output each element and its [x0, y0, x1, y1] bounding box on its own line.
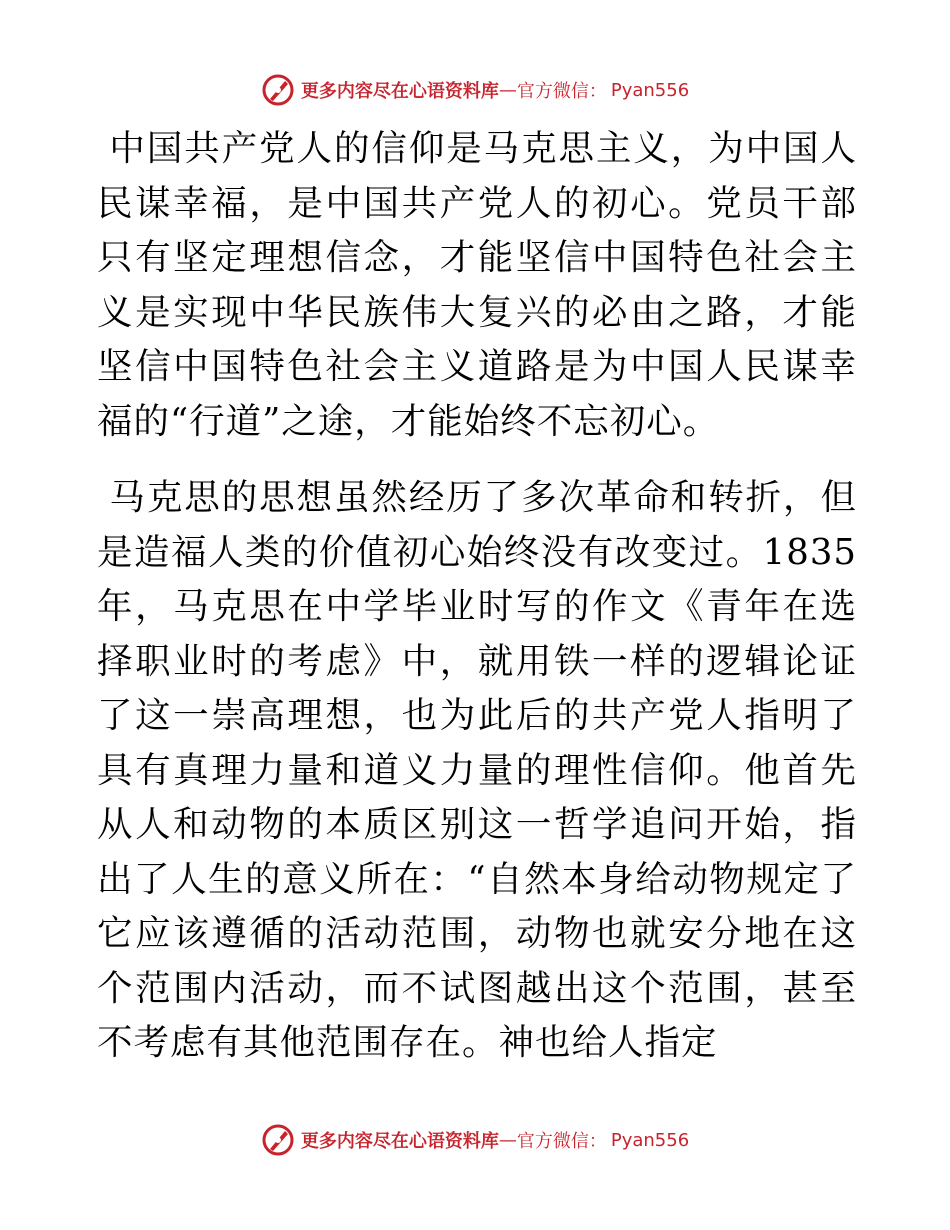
- paragraph-2: 马克思的思想虽然经历了多次革命和转折，但是造福人类的价值初心始终没有改变过。1835年，马克思在中学毕业时写的作文《青年在选择职业时的考虑》中，就用铁一样的逻辑论证了这一崇高理想，也为此后的共产党人指明了具有真理力量和道义力量的理性信仰。他首先从人和动物的本质区别这一哲学追问开始，指出了人生的意义所在：“自然本身给动物规定了它应该遵循的活动范围，动物也就安分地在这个范围内活动，而不试图越出这个范围，甚至不考虑有其他范围存在。神也给人指定: [97, 477, 857, 1063]
- banner-wechat-id: Pyan556: [610, 1129, 690, 1151]
- banner-separator: —: [498, 1129, 517, 1151]
- paragraph-1: 中国共产党人的信仰是马克思主义，为中国人民谋幸福，是中国共产党人的初心。党员干部只有坚定理想信念，才能坚信中国特色社会主义是实现中华民族伟大复兴的必由之路，才能坚信中国特色社会主义道路是为中国人民谋幸福的“行道”之途，才能始终不忘初心。: [97, 128, 857, 442]
- banner-wechat-id: Pyan556: [610, 79, 690, 101]
- footer-banner: [0, 1120, 950, 1160]
- quill-logo-icon: [261, 1123, 295, 1157]
- banner-separator: —: [498, 79, 517, 101]
- banner-title: 更多内容尽在心语资料库: [300, 1131, 499, 1152]
- banner-title: 更多内容尽在心语资料库: [300, 81, 499, 102]
- banner-wechat-label: 官方微信：: [516, 81, 607, 102]
- document-body: [97, 122, 857, 1093]
- banner-wechat-label: 官方微信：: [516, 1131, 607, 1152]
- header-banner: [0, 70, 950, 110]
- quill-logo-icon: [261, 73, 295, 107]
